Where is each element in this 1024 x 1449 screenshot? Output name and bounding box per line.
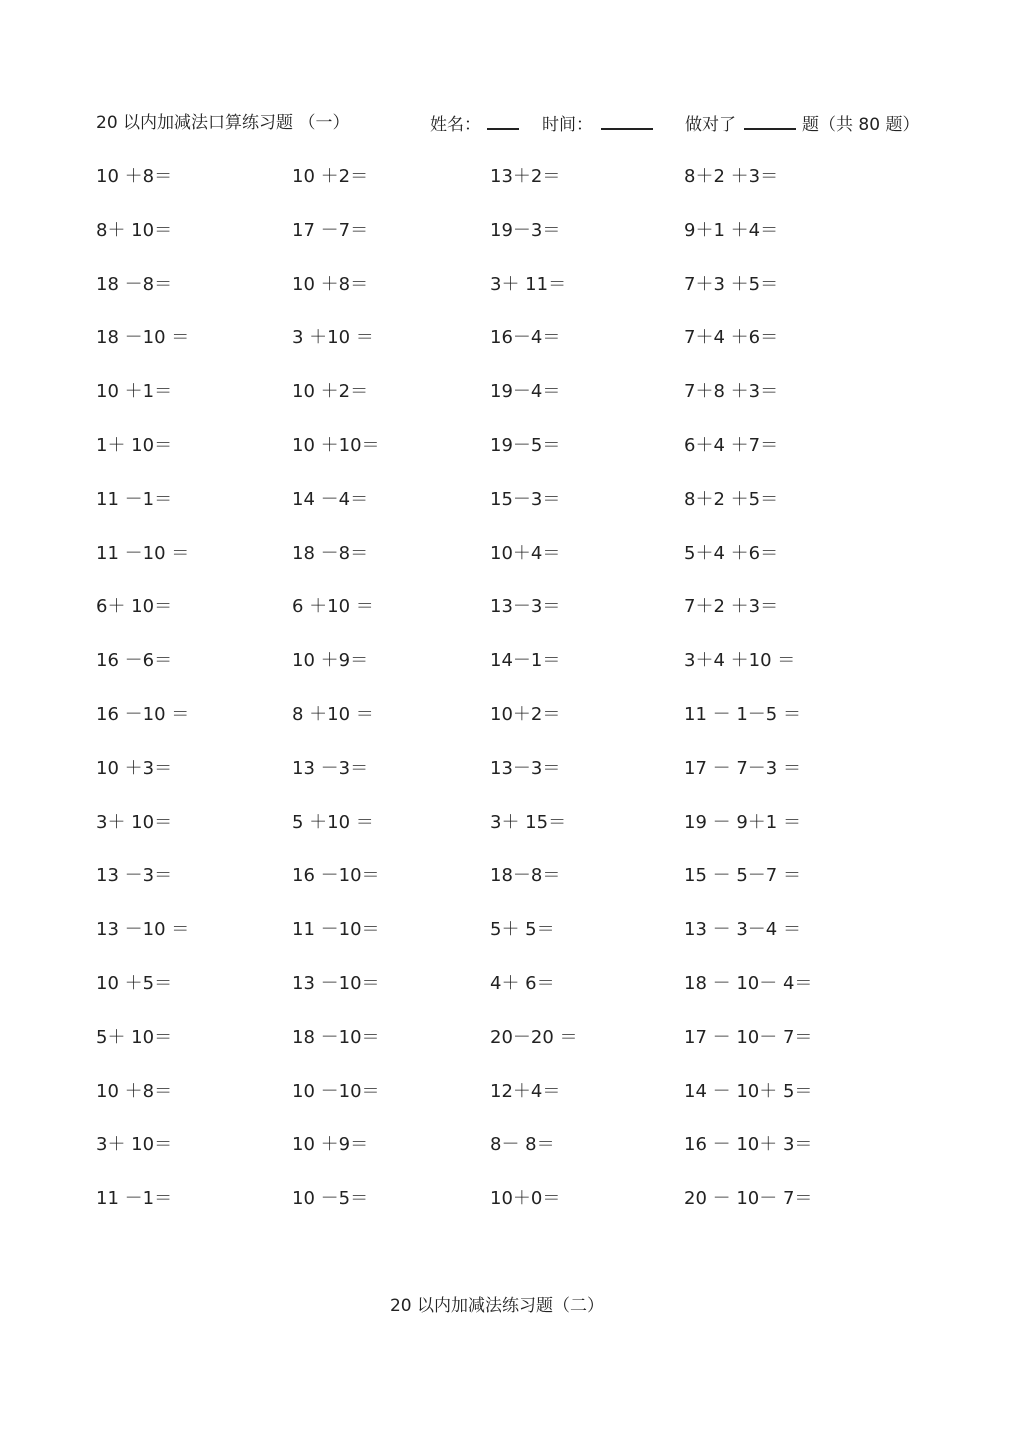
problem: 1＋ 10＝	[96, 434, 173, 456]
problem: 11 －1＝	[96, 488, 173, 510]
problem: 16 －10＝	[292, 865, 380, 887]
problem: 18－8＝	[490, 865, 561, 887]
problem: 15 － 5－7 ＝	[684, 865, 801, 887]
problem: 14－1＝	[490, 650, 561, 672]
problem: 10 ＋3＝	[96, 757, 173, 779]
problem-row	[96, 433, 896, 487]
problem: 19 － 9＋1 ＝	[684, 811, 801, 833]
problem: 13－3＝	[490, 596, 561, 618]
problem-row	[96, 756, 896, 810]
problem: 17 － 10－ 7＝	[684, 1026, 813, 1048]
problem-row	[96, 863, 896, 917]
problem: 13 －10＝	[292, 972, 380, 994]
time-blank	[601, 110, 653, 130]
problem-row	[96, 1079, 896, 1133]
problem: 10 ＋10＝	[292, 434, 380, 456]
problem: 10＋0＝	[490, 1188, 561, 1210]
problem: 10 －5＝	[292, 1188, 369, 1210]
problem-row	[96, 1132, 896, 1186]
problem: 6＋ 10＝	[96, 596, 173, 618]
problem: 10 －10＝	[292, 1080, 380, 1102]
problem: 3＋ 10＝	[96, 811, 173, 833]
problem: 8 ＋10 ＝	[292, 703, 374, 725]
problem-row	[96, 1186, 896, 1240]
problem: 19－4＝	[490, 381, 561, 403]
problem: 3 ＋10 ＝	[292, 327, 374, 349]
problem: 8＋2 ＋5＝	[684, 488, 779, 510]
problem: 6 ＋10 ＝	[292, 596, 374, 618]
problem-row	[96, 272, 896, 326]
problem: 8＋2 ＋3＝	[684, 166, 779, 187]
score-field	[685, 110, 919, 138]
problem: 11 － 1－5 ＝	[684, 703, 801, 725]
problem-row	[96, 541, 896, 595]
problem: 13 －3＝	[96, 865, 173, 887]
problem: 18 －10＝	[292, 1026, 380, 1048]
problem-row	[96, 594, 896, 648]
problem: 13 － 3－4 ＝	[684, 919, 801, 941]
problem: 6＋4 ＋7＝	[684, 434, 779, 456]
name-blank	[487, 110, 519, 130]
name-field	[430, 110, 519, 138]
problem: 3＋4 ＋10 ＝	[684, 650, 796, 672]
problem: 8＋ 10＝	[96, 219, 173, 241]
problem-row	[96, 917, 896, 971]
problem: 17 － 7－3 ＝	[684, 757, 801, 779]
problem: 16 －10 ＝	[96, 703, 190, 725]
problem: 10 ＋8＝	[96, 166, 173, 187]
problem: 9＋1 ＋4＝	[684, 219, 779, 241]
problem: 14 －4＝	[292, 488, 369, 510]
problem: 13－3＝	[490, 757, 561, 779]
problem: 13 －10 ＝	[96, 919, 190, 941]
name-label: 姓名：	[430, 115, 481, 135]
problem: 10 ＋8＝	[96, 1080, 173, 1102]
problem: 20－20 ＝	[490, 1026, 578, 1048]
correct-label: 做对了	[685, 115, 736, 135]
problem: 20 － 10－ 7＝	[684, 1188, 813, 1210]
problem: 7＋4 ＋6＝	[684, 327, 779, 349]
problem: 16 － 10＋ 3＝	[684, 1134, 813, 1156]
problem: 14 － 10＋ 5＝	[684, 1080, 813, 1102]
time-field	[542, 110, 653, 138]
problem-row	[96, 1025, 896, 1079]
problem-row	[96, 487, 896, 541]
problem: 13＋2＝	[490, 166, 561, 187]
worksheet-title: 20 以内加减法口算练习题 （一）	[96, 113, 350, 133]
problem-row	[96, 702, 896, 756]
problem: 11 －1＝	[96, 1188, 173, 1210]
next-worksheet-title: 20 以内加减法练习题（二）	[389, 1296, 605, 1316]
problem-row	[96, 325, 896, 379]
problem: 17 －7＝	[292, 219, 369, 241]
problem: 11 －10＝	[292, 919, 380, 941]
problem: 4＋ 6＝	[490, 972, 555, 994]
problem-row	[96, 218, 896, 272]
problem-grid	[96, 164, 896, 1240]
problem: 10 ＋9＝	[292, 1134, 369, 1156]
problem: 18 －8＝	[96, 273, 173, 295]
problem-row	[96, 648, 896, 702]
problem: 7＋2 ＋3＝	[684, 596, 779, 618]
problem: 18 －8＝	[292, 542, 369, 564]
problem: 5＋4 ＋6＝	[684, 542, 779, 564]
problem-row	[96, 810, 896, 864]
score-blank	[744, 110, 796, 130]
problem: 10 ＋1＝	[96, 381, 173, 403]
problem: 15－3＝	[490, 488, 561, 510]
problem: 16 －6＝	[96, 650, 173, 672]
problem: 10 ＋8＝	[292, 273, 369, 295]
problem-row	[96, 379, 896, 433]
problem: 10＋4＝	[490, 542, 561, 564]
problem: 10 ＋5＝	[96, 972, 173, 994]
problem: 5 ＋10 ＝	[292, 811, 374, 833]
problem: 16－4＝	[490, 327, 561, 349]
problem: 10 ＋2＝	[292, 381, 369, 403]
problem-row	[96, 164, 896, 218]
problem: 7＋3 ＋5＝	[684, 273, 779, 295]
problem: 10＋2＝	[490, 703, 561, 725]
problem: 3＋ 10＝	[96, 1134, 173, 1156]
problem: 19－5＝	[490, 434, 561, 456]
problem-row	[96, 971, 896, 1025]
problem: 12＋4＝	[490, 1080, 561, 1102]
problem: 5＋ 10＝	[96, 1026, 173, 1048]
problem: 13 －3＝	[292, 757, 369, 779]
time-label: 时间：	[542, 115, 593, 135]
problem: 10 ＋9＝	[292, 650, 369, 672]
total-label: 题（共 80 题）	[802, 115, 920, 135]
problem: 3＋ 15＝	[490, 811, 567, 833]
problem: 19－3＝	[490, 219, 561, 241]
problem: 10 ＋2＝	[292, 166, 369, 187]
problem: 3＋ 11＝	[490, 273, 567, 295]
problem: 7＋8 ＋3＝	[684, 381, 779, 403]
problem: 11 －10 ＝	[96, 542, 190, 564]
worksheet-header	[96, 110, 956, 136]
problem: 18 －10 ＝	[96, 327, 190, 349]
problem: 18 － 10－ 4＝	[684, 972, 813, 994]
problem: 8－ 8＝	[490, 1134, 555, 1156]
problem: 5＋ 5＝	[490, 919, 555, 941]
